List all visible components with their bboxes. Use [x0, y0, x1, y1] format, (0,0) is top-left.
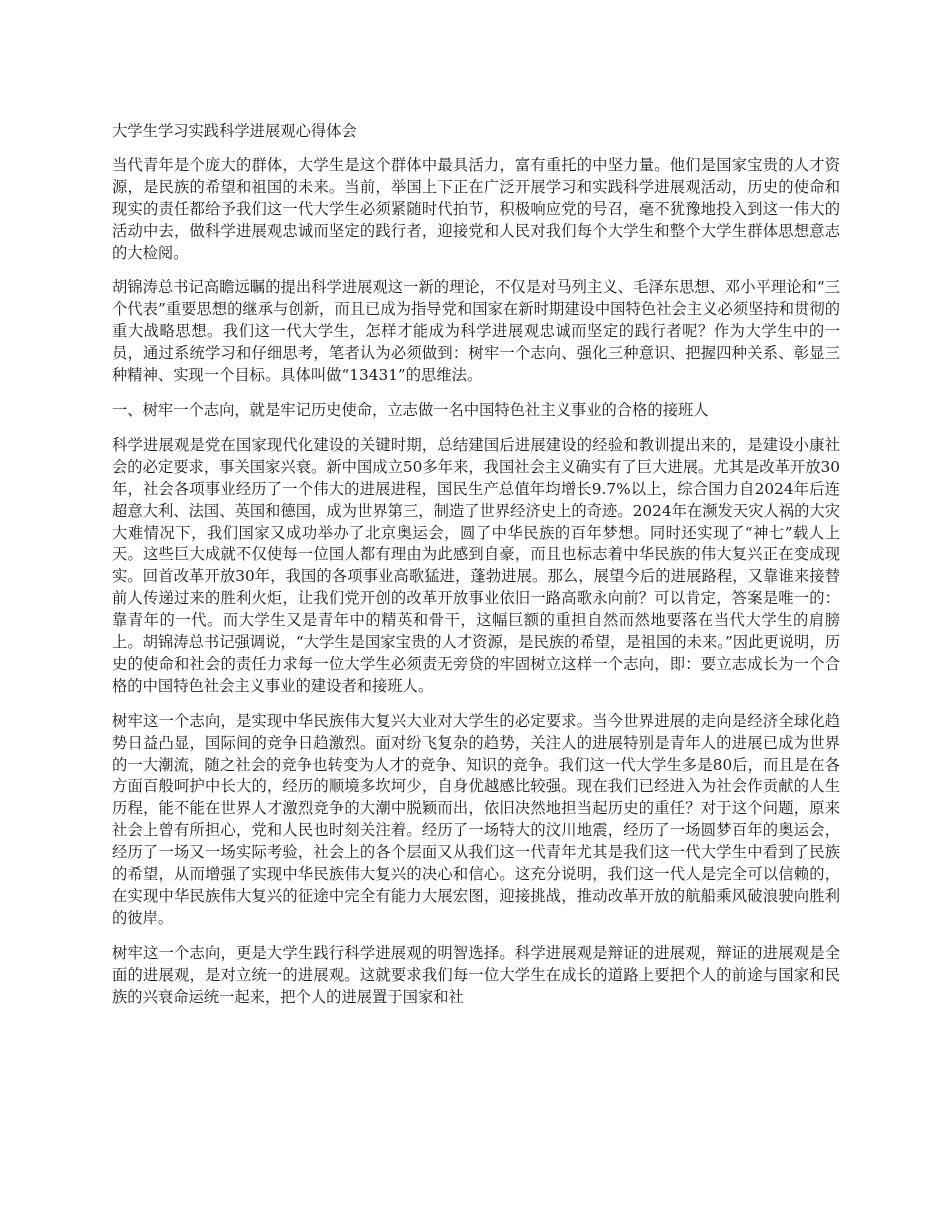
paragraph-choice: 树牢这一个志向，更是大学生践行科学进展观的明智选择。科学进展观是辩证的进展观，辩证的进展观是全面的进展观，是对立统一的进展观。这就要求我们每一位大学生在成长的道路上要把个人的前途与国家和民族的兴衰命运统一起来，把个人的进展置于国家和社 [112, 943, 840, 1006]
document-page [112, 121, 840, 1022]
section-heading-1: 一、树牢一个志向，就是牢记历史使命，立志做一名中国特色社主义事业的合格的接班人 [112, 400, 709, 419]
paragraph-theory: 胡锦涛总书记高瞻远瞩的提出科学进展观这一新的理论，不仅是对马列主义、毛泽东思想、邓小平理论和“三个代表”重要思想的继承与创新，而且已成为指导党和国家在新时期建设中国特色社会主义必须坚持和贯彻的重大战略思想。我们这一代大学生，怎样才能成为科学进展观忠诚而坚定的践行者呢？作为大学生中的一员，通过系统学习和仔细思考，笔者认为必须做到：树牢一个志向、强化三种意识、把握四种关系、彰显三种精神、实现一个目标。具体叫做“13431”的思维法。 [112, 278, 840, 385]
document-title: 大学生学习实践科学进展观心得体会 [112, 122, 357, 140]
paragraph-mission: 科学进展观是党在国家现代化建设的关键时期，总结建国后进展建设的经验和教训提出来的，是建设小康社会的必定要求，事关国家兴衰。新中国成立50多年来，我国社会主义确实有了巨大进展。尤其是改革开放30年，社会各项事业经历了一个伟大的进展进程，国民生产总值年均增长9.7%以上，综合国力自2024年后连超意大利、法国、英国和德国，成为世界第三，制造了世界经济史上的奇迹。2024年在濒发天灾人祸的大灾大难情况下，我们国家又成功举办了北京奥运会，圆了中华民族的百年梦想。同时还实现了“神七”载人上天。这些巨大成就不仅使每一位国人都有理由为此感到自豪，而且也标志着中华民族的伟大复兴正在变成现实。回首改革开放30年，我国的各项事业高歌猛进，蓬勃进展。那么，展望今后的进展路程，又靠谁来接替前人传递过来的胜利火炬，让我们党开创的改革开放事业依旧一路高歌永向前？可以肯定，答案是唯一的：靠青年的一代。而大学生又是青年中的精英和骨干，这幅巨额的重担自然而然地要落在当代大学生的肩膀上。胡锦涛总书记强调说，“大学生是国家宝贵的人才资源，是民族的希望，是祖国的未来。”因此更说明，历史的使命和社会的责任力求每一位大学生必须责无旁贷的牢固树立这样一个志向，即：要立志成长为一个合格的中国特色社会主义事业的建设者和接班人。 [112, 435, 840, 695]
paragraph-intro: 当代青年是个庞大的群体，大学生是这个群体中最具活力，富有重托的中坚力量。他们是国家宝贵的人才资源，是民族的希望和祖国的未来。当前，举国上下正在广泛开展学习和实践科学进展观活动，历史的使命和现实的责任都给予我们这一代大学生必须紧随时代拍节，积极响应党的号召，毫不犹豫地投入到这一伟大的活动中去，做科学进展观忠诚而坚定的践行者，迎接党和人民对我们每个大学生和整个大学生群体思想意志的大检阅。 [112, 155, 840, 262]
paragraph-rejuvenation: 树牢这一个志向，是实现中华民族伟大复兴大业对大学生的必定要求。当今世界进展的走向是经济全球化趋势日益凸显，国际间的竞争日趋激烈。面对纷飞复杂的趋势，关注人的进展特别是青年人的进展已成为世界的一大潮流，随之社会的竞争也转变为人才的竞争、知识的竞争。我们这一代大学生多是80后，而且是在各方面百般呵护中长大的，经历的顺境多坎坷少，自身优越感比较强。现在我们已经进入为社会作贡献的人生历程，能不能在世界人才激烈竞争的大潮中脱颖而出，依旧决然地担当起历史的重任？对于这个问题，原来社会上曾有所担心，党和人民也时刻关注着。经历了一场特大的汶川地震，经历了一场圆梦百年的奥运会，经历了一场又一场实际考验，社会上的各个层面又从我们这一代青年尤其是我们这一代大学生中看到了民族的希望，从而增强了实现中华民族伟大复兴的决心和信心。这充分说明，我们这一代人是完全可以信赖的，在实现中华民族伟大复兴的征途中完全有能力大展宏图，迎接挑战，推动改革开放的航船乘风破浪驶向胜利的彼岸。 [112, 711, 840, 927]
